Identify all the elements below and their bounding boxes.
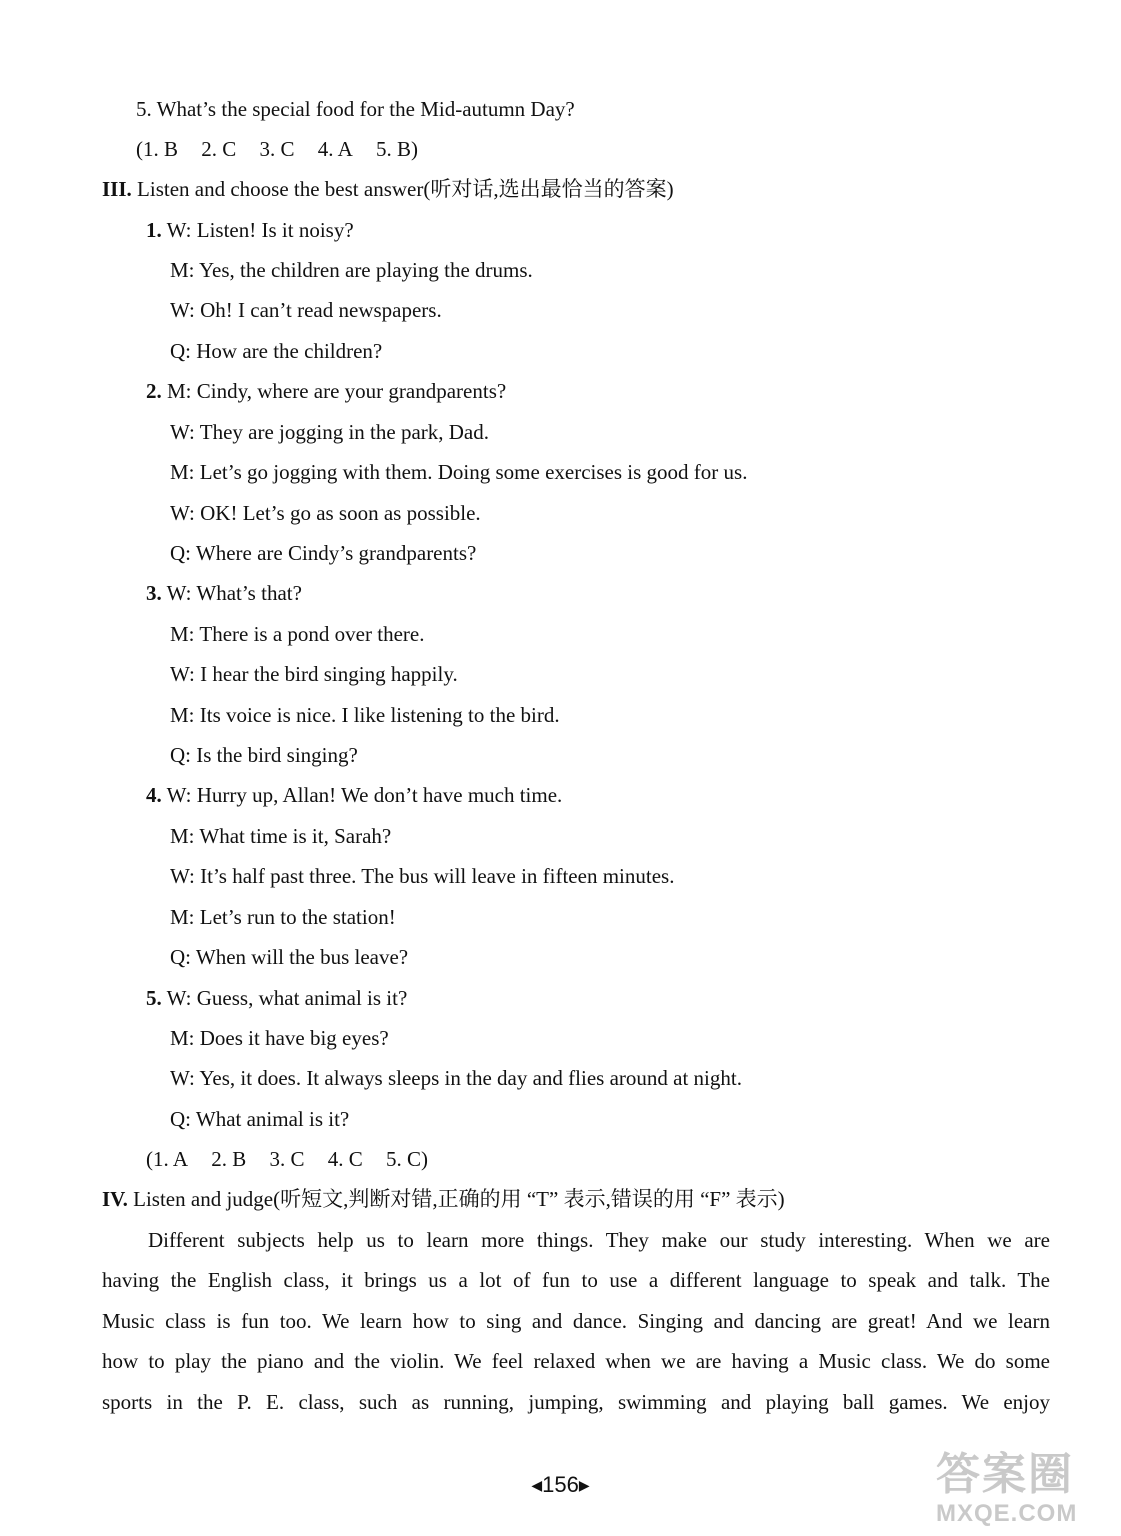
answer-3: 3. C [269,1147,305,1171]
section-title: Listen and judge(听短文,判断对错,正确的用 “T” 表示,错误的用 “F” 表示) [133,1187,785,1211]
dialogue-line: M: Does it have big eyes? [170,1026,389,1050]
section-iii-heading [102,176,674,202]
dialogue-text: M: Cindy, where are your grandparents? [167,379,507,403]
item-number: 2. [146,379,162,403]
watermark-en: MXQE.COM [936,1500,1078,1527]
right-triangle-icon: ▶ [578,1477,590,1493]
watermark [936,1450,1116,1532]
answer-2: 2. C [201,137,237,161]
item-number: 4. [146,783,162,807]
dialogue-line: Q: Is the bird singing? [170,743,358,767]
dialogue-line: M: Let’s go jogging with them. Doing some exercises is good for us. [170,460,748,484]
passage-line: having the English class, it brings us a lot of fun to use a different language to speak and talk. The [102,1268,1050,1293]
left-triangle-icon: ◀ [531,1477,543,1493]
item-number: 3. [146,581,162,605]
dialogue-text: W: Hurry up, Allan! We don’t have much time. [166,783,563,807]
dialogue-line: Q: How are the children? [170,339,383,363]
answer-5: 5. C) [386,1147,429,1171]
dialogue-line: W: I hear the bird singing happily. [170,662,458,686]
answer-5: 5. B) [376,137,419,161]
answers-section-ii [136,136,436,162]
dialogue-3-line-1 [146,580,302,606]
dialogue-line: W: Oh! I can’t read newspapers. [170,298,442,322]
question-text: 5. What’s the special food for the Mid-autumn Day? [136,97,575,121]
answer-2: 2. B [211,1147,247,1171]
section-number: III. [102,177,132,201]
dialogue-1-line-1 [146,217,354,243]
dialogue-line: W: Yes, it does. It always sleeps in the day and flies around at night. [170,1066,742,1090]
dialogue-line: M: There is a pond over there. [170,622,425,646]
dialogue-line: Q: Where are Cindy’s grandparents? [170,541,477,565]
listening-passage [102,1220,1050,1422]
item-number: 1. [146,218,162,242]
dialogue-text: W: Guess, what animal is it? [166,986,408,1010]
dialogue-line: W: They are jogging in the park, Dad. [170,420,489,444]
passage-line: sports in the P. E. class, such as running, jumping, swimming and playing ball games. We enjoy [102,1389,1050,1414]
dialogue-line: W: It’s half past three. The bus will leave in fifteen minutes. [170,864,675,888]
dialogue-text: W: Listen! Is it noisy? [166,218,354,242]
dialogue-line: Q: When will the bus leave? [170,945,409,969]
question-5-previous [136,96,575,122]
answer-4: 4. C [327,1147,363,1171]
answer-1: (1. B [136,137,178,161]
passage-line: Different subjects help us to learn more things. They make our study interesting. When we are [148,1228,1050,1252]
item-number: 5. [146,986,162,1010]
section-iv-heading [102,1186,785,1212]
dialogue-4-line-1 [146,782,562,808]
answer-4: 4. A [317,137,353,161]
dialogue-line: M: Yes, the children are playing the drums. [170,258,533,282]
dialogue-line: M: Its voice is nice. I like listening to the bird. [170,703,560,727]
passage-line: Music class is fun too. We learn how to sing and dance. Singing and dancing are great! And we learn [102,1308,1050,1333]
watermark-cn: 答案圈 [936,1450,1074,1499]
section-title: Listen and choose the best answer(听对话,选出最恰当的答案) [137,177,674,201]
passage-line: how to play the piano and the violin. We feel relaxed when we are having a Music class. We do some [102,1349,1050,1374]
answers-section-iii [146,1146,446,1172]
answer-3: 3. C [259,137,295,161]
page-number-value: 156 [542,1472,579,1497]
dialogue-line: M: What time is it, Sarah? [170,824,392,848]
dialogue-line: Q: What animal is it? [170,1107,350,1131]
dialogue-text: W: What’s that? [166,581,302,605]
dialogue-2-line-1 [146,378,506,404]
dialogue-5-line-1 [146,985,407,1011]
dialogue-line: W: OK! Let’s go as soon as possible. [170,501,481,525]
section-number: IV. [102,1187,128,1211]
dialogue-line: M: Let’s run to the station! [170,905,396,929]
answer-1: (1. A [146,1147,188,1171]
